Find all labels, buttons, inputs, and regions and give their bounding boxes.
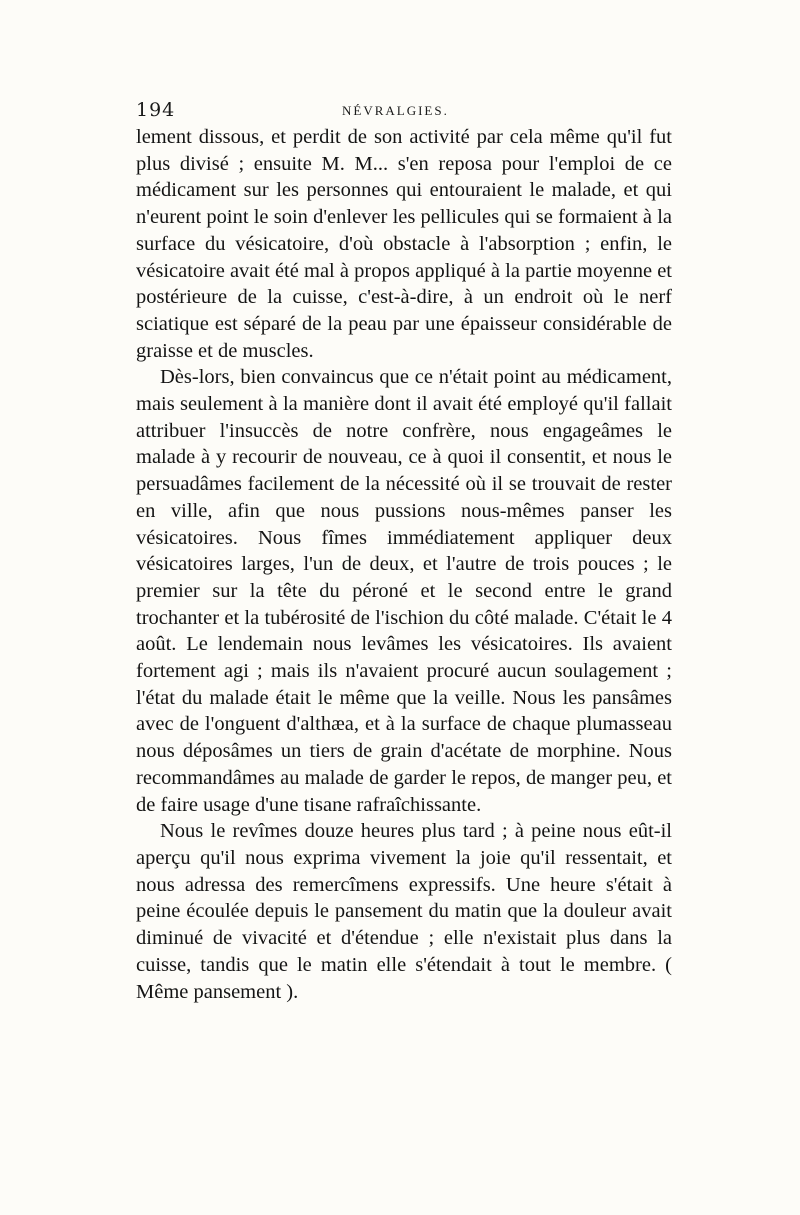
page-header [136,99,672,123]
running-head: NÉVRALGIES. [342,103,449,118]
body-text [136,124,672,1005]
paragraph-1: lement dissous, et perdit de son activité par cela même qu'il fut plus divisé ; ensuite M. M... s'en reposa pour l'emploi de ce médicament sur les personnes qui entouraient le malade, et qui n'eurent point le soin d'enlever les pellicules qui se formaient à la surface du vésicatoire, d'où obstacle à l'absorption ; enfin, le vésicatoire avait été mal à propos appliqué à la partie moyenne et postérieure de la cuisse, c'est-à-dire, à un endroit où le nerf sciatique est séparé de la peau par une épaisseur considérable de graisse et de muscles. [136,126,672,362]
page-number: 194 [136,99,176,121]
paragraph-3: Nous le revîmes douze heures plus tard ; à peine nous eût-il aperçu qu'il nous exprima vivement la joie qu'il ressentait, et nous adressa des remercîmens expressifs. Une heure s'était à peine écoulée depuis le pansement du matin que la douleur avait diminué de vivacité et d'étendue ; elle n'existait plus dans la cuisse, tandis que le matin elle s'étendait à tout le membre. ( Même pansement ). [136,820,672,1003]
paragraph-2: Dès-lors, bien convaincus que ce n'était point au médicament, mais seulement à la manière dont il avait été employé qu'il fallait attribuer l'insuccès de notre confrère, nous engageâmes le malade à y recourir de nouveau, ce à quoi il consentit, et nous le persuadâmes facilement de la nécessité où il se trouvait de rester en ville, afin que nous pussions nous-mêmes panser les vésicatoires. Nous fîmes immédiatement appliquer deux vésicatoires larges, l'un de deux, et l'autre de trois pouces ; le premier sur la tête du péroné et le second entre le grand trochanter et la tubérosité de l'ischion du côté malade. C'était le 4 août. Le lendemain nous levâmes les vésicatoires. Ils avaient fortement agi ; mais ils n'avaient procuré aucun soulagement ; l'état du malade était le même que la veille. Nous les pansâmes avec de l'onguent d'althæa, et à la surface de chaque plumasseau nous déposâmes un tiers de grain d'acétate de morphine. Nous recommandâmes au malade de garder le repos, de manger peu, et de faire usage d'une tisane rafraîchissante. [136,366,672,816]
